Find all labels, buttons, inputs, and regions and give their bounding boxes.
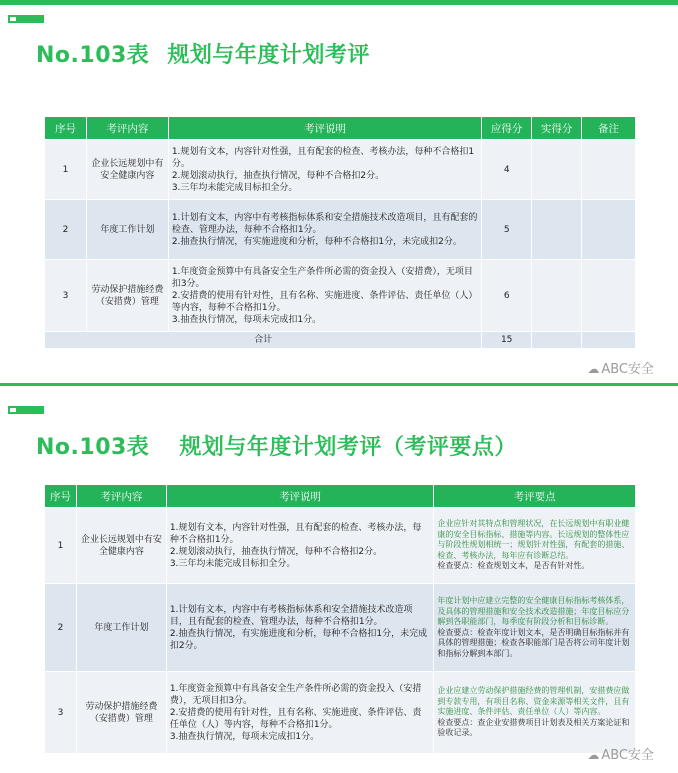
row-content: 年度工作计划 [76,584,166,672]
total-remark [582,332,636,349]
col-header-no: 序号 [45,485,77,508]
col-header-description: 考评说明 [166,485,434,508]
watermark-text: ABC安全 [601,362,654,377]
table-row [45,508,636,584]
slide-evaluation [0,0,678,380]
total-actual-score [532,332,582,349]
evaluation-table [44,116,636,349]
title-text: 规划与年度计划考评（考评要点） [179,435,517,460]
table-row [45,140,636,200]
row-score: 4 [482,140,532,200]
row-score: 5 [482,200,532,260]
col-header-description: 考评说明 [168,117,481,140]
table-header-row [45,117,636,140]
table-row [45,200,636,260]
form-code: No.103表 [36,435,150,460]
keypoint-text: 企业应针对其特点和管理状况，在长远规划中有职业健康的安全目标指标、措施等内容。长远规划的整体性应与阶段性规划相统一；规划针对性强，有配套的措施、检查、考核办法，每年应有诊断总结。 [437,519,630,560]
wechat-icon: ☁ [587,748,600,762]
row-score: 6 [482,260,532,332]
description-point: 1.年度资金预算中有具备安全生产条件所必需的资金投入（安措费），无项目扣3分。 [169,683,422,706]
row-actual-score [532,200,582,260]
row-content: 企业长远规划中有安全健康内容 [76,508,166,584]
slide-tab-marker [8,406,44,414]
keypoint-check: 检查要点：查企业安措费项目计划表及相关方案论证和验收记录。 [437,717,630,738]
row-description [166,584,434,672]
row-description [166,672,434,754]
row-remark [582,200,636,260]
keypoint-check: 检查要点：检查规划文本，是否有针对性。 [437,561,590,571]
top-accent-bar [0,0,678,5]
slide-divider [0,383,678,386]
wechat-icon: ☁ [587,362,600,376]
description-point: 2.规划滚动执行，抽查执行情况，每种不合格扣2分。 [169,546,383,557]
total-row [45,332,636,349]
description-point: 1.计划有文本，内容中有考核指标体系和安全措施技术改造项目，且有配套的检查、管理办法，每种不合格扣1分。 [169,604,413,627]
keypoint-text: 年度计划中应建立完整的安全健康目标指标考核体系，及具体的管理措施和安全技术改造措施；年度目标应分解到各职能部门，每季度有阶段分析和目标诊断。 [437,596,630,626]
row-remark [582,140,636,200]
table-row [45,672,636,754]
watermark [587,744,654,763]
col-header-actual-score: 实得分 [532,117,582,140]
table-row [45,260,636,332]
slide-evaluation-keypoints [0,392,678,773]
description-point: 2.规划滚动执行，抽查执行情况，每种不合格扣2分。 [171,170,385,181]
description-point: 1.年度资金预算中有具备安全生产条件所必需的资金投入（安措费），无项目扣3分。 [171,266,473,289]
row-description [168,200,481,260]
row-description [166,508,434,584]
description-point: 2.抽查执行情况，有实施进度和分析，每种不合格扣1分，未完成扣2分。 [171,236,462,247]
row-content: 年度工作计划 [86,200,168,260]
table-row [45,584,636,672]
row-description [168,260,481,332]
keypoints-table [44,484,636,754]
total-score: 15 [482,332,532,349]
col-header-content: 考评内容 [76,485,166,508]
description-point: 1.规划有文本，内容针对性强，且有配套的检查、考核办法，每种不合格扣1分。 [171,146,475,169]
row-no: 2 [45,200,87,260]
description-point: 2.安措费的使用有针对性，且有名称、实施进度、条件评估、责任单位（人）等内容，每种不合格扣1分。 [171,290,478,313]
row-keypoints [434,672,636,754]
row-no: 3 [45,260,87,332]
row-description [168,140,481,200]
row-keypoints [434,508,636,584]
row-actual-score [532,260,582,332]
col-header-score: 应得分 [482,117,532,140]
slide-tab-marker [8,15,44,23]
row-content: 企业长远规划中有安全健康内容 [86,140,168,200]
description-point: 3.抽查执行情况，每项未完成扣1分。 [169,731,320,742]
col-header-remark: 备注 [582,117,636,140]
slide-title [36,430,517,461]
title-text: 规划与年度计划考评 [167,43,370,68]
description-point: 1.规划有文本，内容针对性强，且有配套的检查、考核办法，每种不合格扣1分。 [169,522,422,545]
col-header-keypoints: 考评要点 [434,485,636,508]
slide-title [36,38,370,69]
description-point: 3.抽查执行情况，每项未完成扣1分。 [171,314,322,325]
row-remark [582,260,636,332]
total-label: 合计 [45,332,482,349]
row-no: 2 [45,584,77,672]
row-no: 1 [45,140,87,200]
row-no: 1 [45,508,77,584]
row-no: 3 [45,672,77,754]
form-code: No.103表 [36,43,150,68]
table-header-row [45,485,636,508]
description-point: 3.三年均未能完成目标扣全分。 [169,558,296,569]
description-point: 2.安措费的使用有针对性，且有名称、实施进度、条件评估、责任单位（人）等内容，每种不合格扣1分。 [169,707,422,730]
row-content: 劳动保护措施经费（安措费）管理 [76,672,166,754]
keypoint-check: 检查要点：检查年度计划文本，是否明确目标指标并有具体的管理措施；检查各职能部门是否将公司年度计划和指标分解到本部门。 [437,627,630,658]
col-header-content: 考评内容 [86,117,168,140]
watermark-text: ABC安全 [601,748,654,763]
row-content: 劳动保护措施经费（安措费）管理 [86,260,168,332]
description-point: 2.抽查执行情况，有实施进度和分析，每种不合格扣1分，未完成扣2分。 [169,628,428,651]
row-keypoints [434,584,636,672]
description-point: 1.计划有文本，内容中有考核指标体系和安全措施技术改造项目，且有配套的检查、管理办法，每种不合格扣1分。 [171,212,478,235]
row-actual-score [532,140,582,200]
keypoint-text: 企业应建立劳动保护措施经费的管理机制，安措费应做到专款专用，有项目名称、资金来源等相关文件，且有实施进度、条件评估、责任单位（人）等内容。 [437,686,630,717]
col-header-no: 序号 [45,117,87,140]
watermark [587,358,654,377]
description-point: 3.三年均未能完成目标扣全分。 [171,182,298,193]
